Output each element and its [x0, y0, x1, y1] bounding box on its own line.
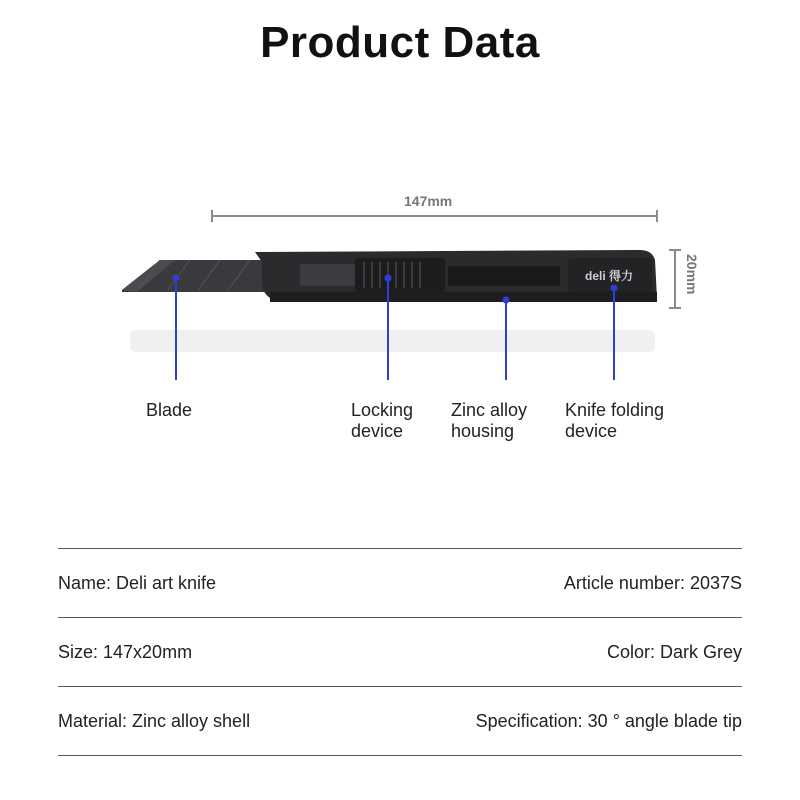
part-label-blade: [146, 400, 192, 421]
spec-name: Name: Deli art knife: [58, 572, 217, 593]
knife-illustration: [0, 180, 800, 380]
knife-body: [255, 250, 657, 302]
part-label-housing-line2: housing: [451, 421, 515, 441]
spec-row: [58, 686, 742, 756]
part-label-housing-line1: Zinc alloy: [451, 400, 528, 420]
part-label-locking-line2: device: [351, 421, 404, 441]
spec-material: Material: Zinc alloy shell: [58, 710, 251, 731]
product-diagram: [0, 180, 800, 380]
height-dimension-line: [669, 250, 681, 308]
part-label-blade-line1: Blade: [146, 400, 193, 420]
spec-row: [58, 617, 742, 686]
spec-color: Color: Dark Grey: [606, 641, 742, 662]
part-label-knife-folding-device: [565, 400, 664, 442]
brand-logo: deli 得力: [585, 269, 634, 283]
length-dimension: 147mm: [404, 193, 453, 209]
spec-article-number: Article number: 2037S: [563, 572, 742, 593]
height-dimension: 20mm: [684, 254, 700, 295]
length-dimension-line: [212, 210, 657, 222]
spec-specification: Specification: 30 ° angle blade tip: [475, 710, 742, 731]
part-label-folding-line1: Knife folding: [565, 400, 665, 420]
part-label-locking-line1: Locking: [351, 400, 414, 420]
part-label-folding-line2: device: [565, 421, 618, 441]
page-title: Product Data: [260, 18, 540, 67]
part-label-locking-device: [351, 400, 413, 442]
spec-table: [58, 548, 742, 756]
spec-row: [58, 548, 742, 617]
knife-reflection: [130, 330, 655, 352]
spec-size: Size: 147x20mm: [58, 641, 193, 662]
part-label-zinc-alloy-housing: [451, 400, 527, 442]
blade: [122, 260, 270, 292]
